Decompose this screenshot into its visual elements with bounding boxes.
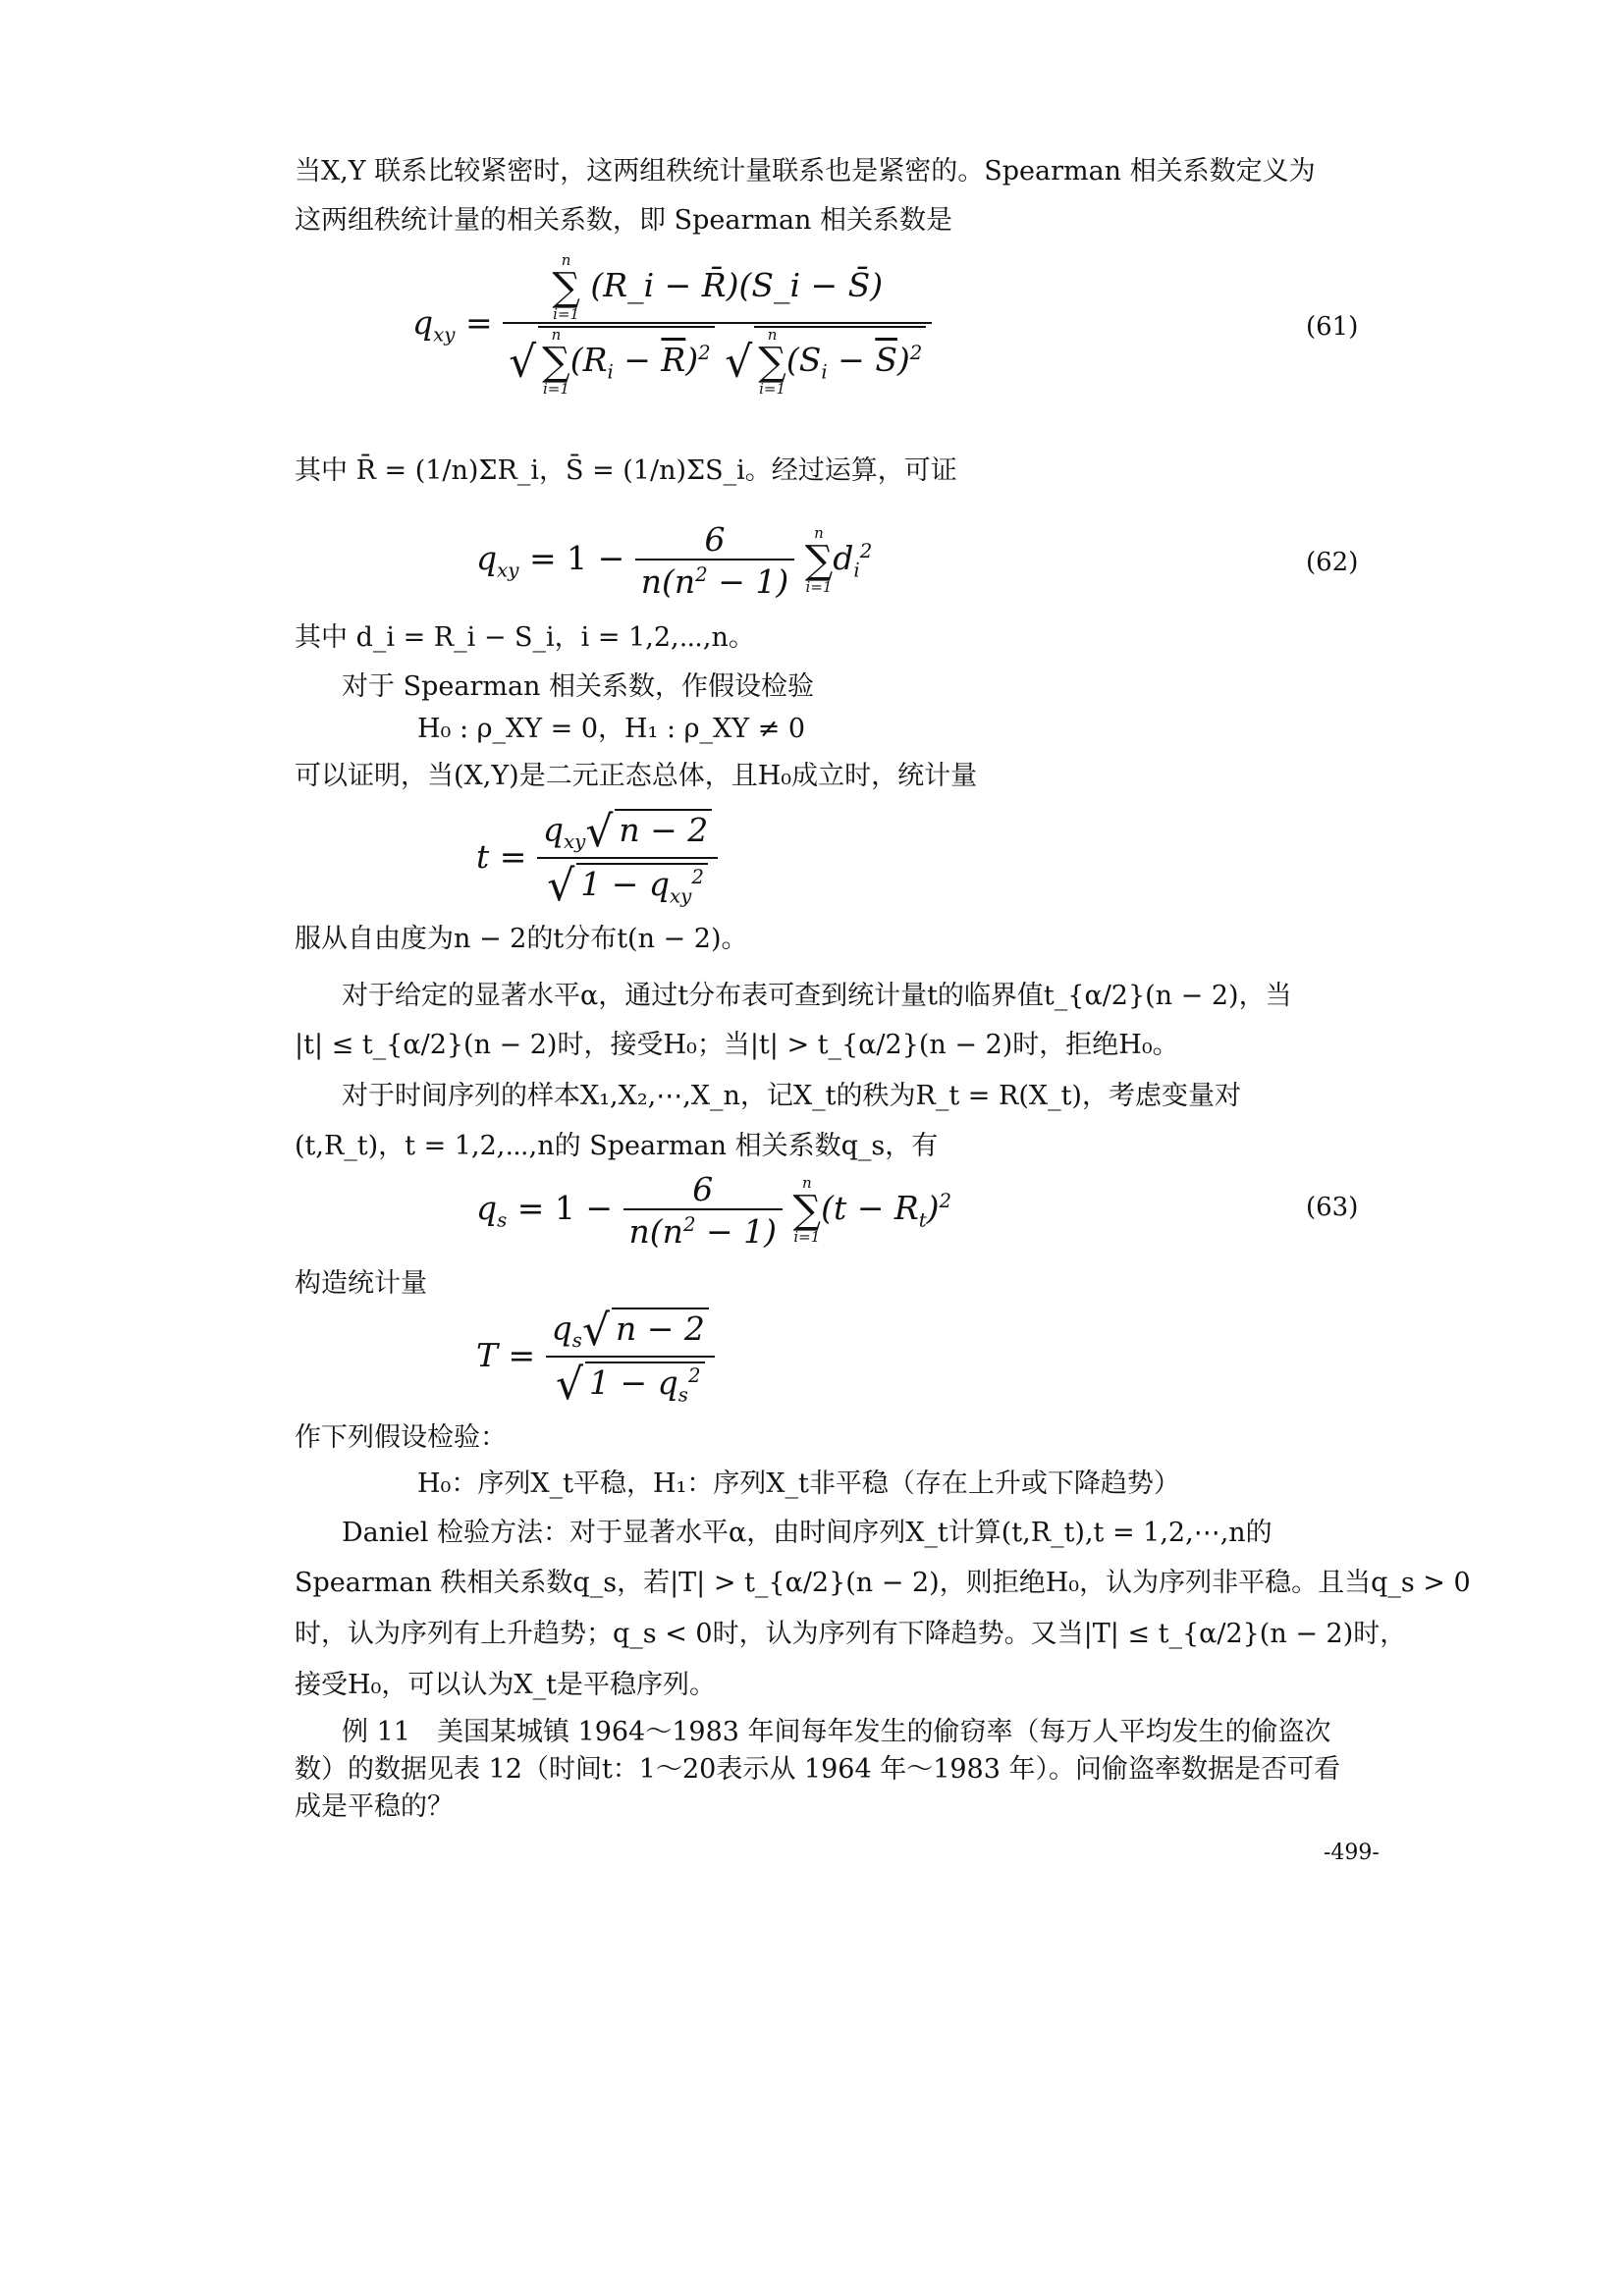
paragraph-line: Daniel 检验方法：对于显著水平α，由时间序列X_t计算(t,R_t),t = 1,2,⋯,n的 [342, 1518, 1272, 1548]
paragraph-line: 其中 d_i = R_i − S_i，i = 1,2,⋯,n。 [295, 622, 755, 653]
paragraph-line: Spearman 秩相关系数q_s，若|T| > t_{α/2}(n − 2)，则拒绝H₀，认为序列非平稳。且当q_s > 0 [295, 1568, 1471, 1598]
hypothesis-line: H₀ : ρ_XY = 0，H₁ : ρ_XY ≠ 0 [417, 714, 806, 744]
paragraph-line: 对于时间序列的样本X₁,X₂,⋯,X_n，记X_t的秩为R_t = R(X_t)，考虑变量对 [342, 1081, 1241, 1111]
paragraph-line: 服从自由度为n − 2的t分布t(n − 2)。 [295, 924, 748, 954]
paragraph-line: 数）的数据见表 12（时间t：1～20表示从 1964 年～1983 年）。问偷盗率数据是否可看 [295, 1754, 1340, 1785]
paragraph-line: 接受H₀，可以认为X_t是平稳序列。 [295, 1670, 716, 1700]
equation-62: $q_{xy} = 1$ − $\frac{6}{n(n^2 - 1)}$ n ∑ i=1 $d_i^2$ [476, 520, 873, 601]
paragraph-line: (t,R_t)，t = 1,2,⋯,n的 Spearman 相关系数q_s，有 [295, 1131, 939, 1161]
paragraph-line: 可以证明，当(X,Y)是二元正态总体，且H₀成立时，统计量 [295, 761, 978, 791]
paragraph-line: 成是平稳的？ [295, 1791, 454, 1822]
paragraph-line: 时，认为序列有上升趋势；q_s < 0时，认为序列有下降趋势。又当|T| ≤ t_{α/2}(n − 2)时， [295, 1619, 1407, 1649]
t-statistic-formula: t = $\frac{q_{xy}√ n - 2}{√ 1 - q_{xy}^2}$ [476, 807, 718, 911]
hypothesis-line: H₀：序列X_t平稳，H₁：序列X_t非平稳（存在上升或下降趋势） [417, 1468, 1180, 1499]
paragraph-line: 对于 Spearman 相关系数，作假设检验 [342, 671, 815, 702]
paragraph-line: 例 11 美国某城镇 1964～1983 年间每年发生的偷窃率（每万人平均发生的偷盗次 [342, 1717, 1331, 1747]
equation-number: (61) [1306, 312, 1359, 342]
eq61-lhs-sub: xy [433, 323, 456, 347]
equation-61: $q_{xy}$ = n ∑ i=1 (R_i − R̄)(S_i − S̄) √ n ∑ i=1 $(R_i - \overline{R})^2$ √ n ∑ i=1 $(S_i - \overline{S})^2$ [412, 253, 932, 397]
eq61-lhs: q [412, 303, 434, 342]
equation-number: (63) [1306, 1193, 1359, 1222]
page-number: -499- [1324, 1841, 1380, 1865]
paragraph-line: 其中 R̄ = (1/n)ΣR_i，S̄ = (1/n)ΣS_i。经过运算，可证 [295, 455, 957, 486]
paragraph-line: 当X,Y 联系比较紧密时，这两组秩统计量联系也是紧密的。Spearman 相关系数定义为 [295, 156, 1316, 187]
equation-number: (62) [1306, 548, 1359, 577]
paragraph-line: 对于给定的显著水平α，通过t分布表可查到统计量t的临界值t_{α/2}(n − 2)，当 [342, 981, 1292, 1011]
T-statistic-formula: T = $\frac{q_s√ n - 2}{√ 1 - q_s^2}$ [476, 1306, 715, 1410]
paragraph-line: |t| ≤ t_{α/2}(n − 2)时，接受H₀；当|t| > t_{α/2}(n − 2)时，拒绝H₀。 [295, 1030, 1179, 1060]
equation-63: $q_s = 1$ − $\frac{6}{n(n^2 - 1)}$ n ∑ i=1 $(t - R_t)^2$ [476, 1170, 952, 1251]
paragraph-line: 这两组秩统计量的相关系数，即 Spearman 相关系数是 [295, 205, 953, 236]
eq61-numerator: (R_i − R̄)(S_i − S̄) [590, 266, 884, 304]
paragraph-line: 作下列假设检验： [295, 1422, 507, 1453]
paragraph-line: 构造统计量 [295, 1268, 427, 1299]
